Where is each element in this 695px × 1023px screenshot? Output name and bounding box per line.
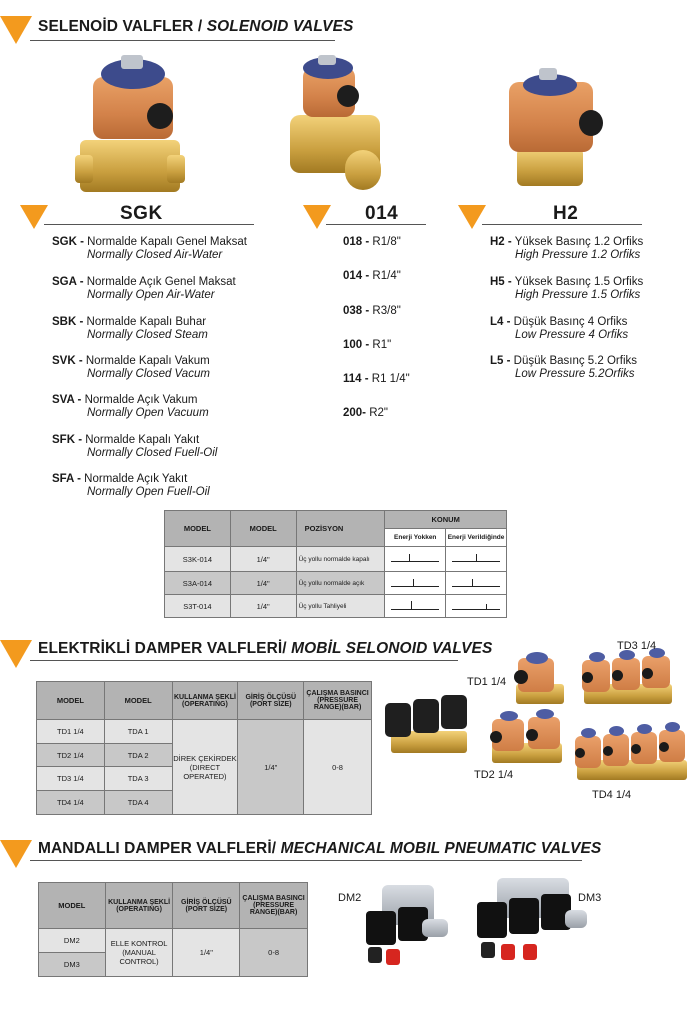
table-header-model: MODEL [165,511,231,547]
td3-valve-image [580,646,675,708]
hand-lever-icon [523,944,537,960]
position-table [164,510,507,618]
list-item: H5 - Yüksek Basınç 1.5 Orfiks High Pressure 1.5 Orfiks [490,276,644,301]
cell-model: TDA 1 [104,720,172,744]
table-header-off: Enerji Yokken [385,529,446,547]
mechanical-title-en: MECHANICAL MOBIL PNEUMATIC VALVES [280,840,602,857]
valve-symbol-icon [446,547,507,572]
list-item: SGA - Normalde Açık Genel Maksat Normally Open Air-Water [52,276,236,301]
table-header-on: Enerji Verildiğinde [446,529,507,547]
black-manifold-valve-image [385,695,470,760]
damper-title-en: MOBİL SELONOID VALVES [291,640,493,657]
h2-column-title: H2 [553,203,579,224]
list-item: L4 - Düşük Basınç 4 Orfiks Low Pressure 4 Orfiks [490,316,629,341]
cell-size: 1/4" [230,547,296,572]
list-item: 018 - R1/8" [343,236,401,248]
table-header-model: MODEL [104,682,172,720]
valve-symbol-icon [446,572,507,595]
mechanical-section-title [38,840,601,858]
cell-pressure: 0-8 [304,720,372,815]
orange-triangle-icon [303,205,331,229]
list-item: 100 - R1" [343,339,392,351]
mechanical-title-tr: MANDALLI DAMPER VALFLERİ/ [38,840,281,857]
list-item: SVA - Normalde Açık Vakum Normally Open Vacuum [52,394,209,419]
cell-model: TD3 1/4 [37,767,105,791]
orange-triangle-icon [0,840,32,868]
table-header-pressure: ÇALIŞMA BASINCI (PRESSURE RANGE)(BAR) [240,883,308,929]
td1-label: TD1 1/4 [467,676,507,688]
list-item: H2 - Yüksek Basınç 1.2 Orfiks High Pressure 1.2 Orfiks [490,236,644,261]
damper-section-header [0,630,493,664]
column-divider [482,224,642,225]
list-item: 014 - R1/4" [343,270,401,282]
valve-symbol-icon [385,547,446,572]
cell-position: Üç yollu Tahliyeli [296,595,385,618]
td4-label: TD4 1/4 [592,789,632,801]
solenoid-valve-014-image [285,55,385,195]
mechanical-table [38,882,308,977]
dm3-valve-image [473,878,588,978]
column-divider [326,224,426,225]
cell-position: Üç yollu normalde kapalı [296,547,385,572]
cell-port: 1/4" [238,720,304,815]
hand-lever-icon [386,949,400,965]
cell-model: TD2 1/4 [37,744,105,767]
cell-model: S3K-014 [165,547,231,572]
cell-model: TDA 3 [104,767,172,791]
td2-valve-image [488,705,566,767]
section-divider [30,660,458,661]
cell-model: S3T-014 [165,595,231,618]
cell-model: TD1 1/4 [37,720,105,744]
section-divider [30,40,335,41]
list-item: SGK - Normalde Kapalı Genel Maksat Normally Closed Air-Water [52,236,247,261]
table-row [165,595,507,618]
table-header-port: GİRİŞ ÖLÇÜSÜ (PORT SIZE) [238,682,304,720]
cell-model: DM2 [39,929,106,953]
orange-triangle-icon [20,205,48,229]
solenoid-section-title [38,18,353,36]
td2-label: TD2 1/4 [474,769,514,781]
hand-lever-icon [501,944,515,960]
list-item: SBK - Normalde Kapalı Buhar Normally Closed Steam [52,316,208,341]
valve-symbol-icon [446,595,507,618]
list-item: L5 - Düşük Basınç 5.2 Orfiks Low Pressure 5.2Orfiks [490,355,638,380]
valve-symbol-icon [385,595,446,618]
table-header-port: GİRİŞ ÖLÇÜSÜ (PORT SIZE) [173,883,240,929]
table-row [37,720,372,744]
solenoid-section-header [0,8,354,42]
damper-section-title [38,640,492,658]
table-header-usage: KULLANMA ŞEKLİ (OPERATING) [172,682,238,720]
table-header-position: POZİSYON [296,511,385,547]
table-row [165,547,507,572]
orange-triangle-icon [0,640,32,668]
list-item: SFA - Normalde Açık Yakıt Normally Open Fuell-Oil [52,473,210,498]
cell-size: 1/4" [230,572,296,595]
table-header-pressure: ÇALIŞMA BASINCI (PRESSURE RANGE)(BAR) [304,682,372,720]
list-item: SVK - Normalde Kapalı Vakum Normally Closed Vacum [52,355,210,380]
cell-port: 1/4" [173,929,240,977]
table-row [39,929,308,953]
sgk-column-title: SGK [120,203,163,224]
dm2-valve-image [360,885,450,980]
solenoid-valve-h2-image [505,68,605,188]
dm3-label: DM3 [578,892,602,904]
solenoid-title-en: SOLENOID VALVES [206,18,354,35]
list-item: 038 - R3/8" [343,305,401,317]
orange-triangle-icon [458,205,486,229]
list-item: SFK - Normalde Kapalı Yakıt Normally Closed Fuell-Oil [52,434,218,459]
table-header-konum: KONUM [385,511,507,529]
valve-symbol-icon [385,572,446,595]
damper-table [36,681,372,815]
size-column-title: 014 [365,203,399,224]
cell-pressure: 0-8 [240,929,308,977]
cell-position: Üç yollu normalde açık [296,572,385,595]
cell-model: DM3 [39,953,106,977]
table-header-usage: KULLANMA ŞEKLİ (OPERATING) [105,883,173,929]
td4-valve-image [575,720,690,784]
orange-triangle-icon [0,16,32,44]
cell-size: 1/4" [230,595,296,618]
damper-title-tr: ELEKTRİKLİ DAMPER VALFLERİ/ [38,640,292,657]
hand-lever-icon [481,942,495,958]
solenoid-valve-sgk-image [75,55,185,200]
dm2-label: DM2 [338,892,362,904]
td1-valve-image [508,648,568,708]
cell-model: TDA 4 [104,791,172,815]
cell-usage: ELLE KONTROL (MANUAL CONTROL) [105,929,173,977]
section-divider [30,860,582,861]
table-header-model: MODEL [230,511,296,547]
cell-model: TD4 1/4 [37,791,105,815]
table-header-model: MODEL [37,682,105,720]
list-item: 114 - R1 1/4" [343,373,410,385]
hand-lever-icon [368,947,382,963]
column-divider [44,224,254,225]
cell-model: S3A-014 [165,572,231,595]
mechanical-section-header [0,830,600,864]
table-header-model: MODEL [39,883,106,929]
list-item: 200- R2" [343,407,389,419]
td3-label: TD3 1/4 [617,640,657,652]
cell-usage: DİREK ÇEKİRDEK (DIRECT OPERATED) [172,720,238,815]
table-row [165,572,507,595]
cell-model: TDA 2 [104,744,172,767]
solenoid-title-tr: SELENOİD VALFLER / [38,18,207,35]
